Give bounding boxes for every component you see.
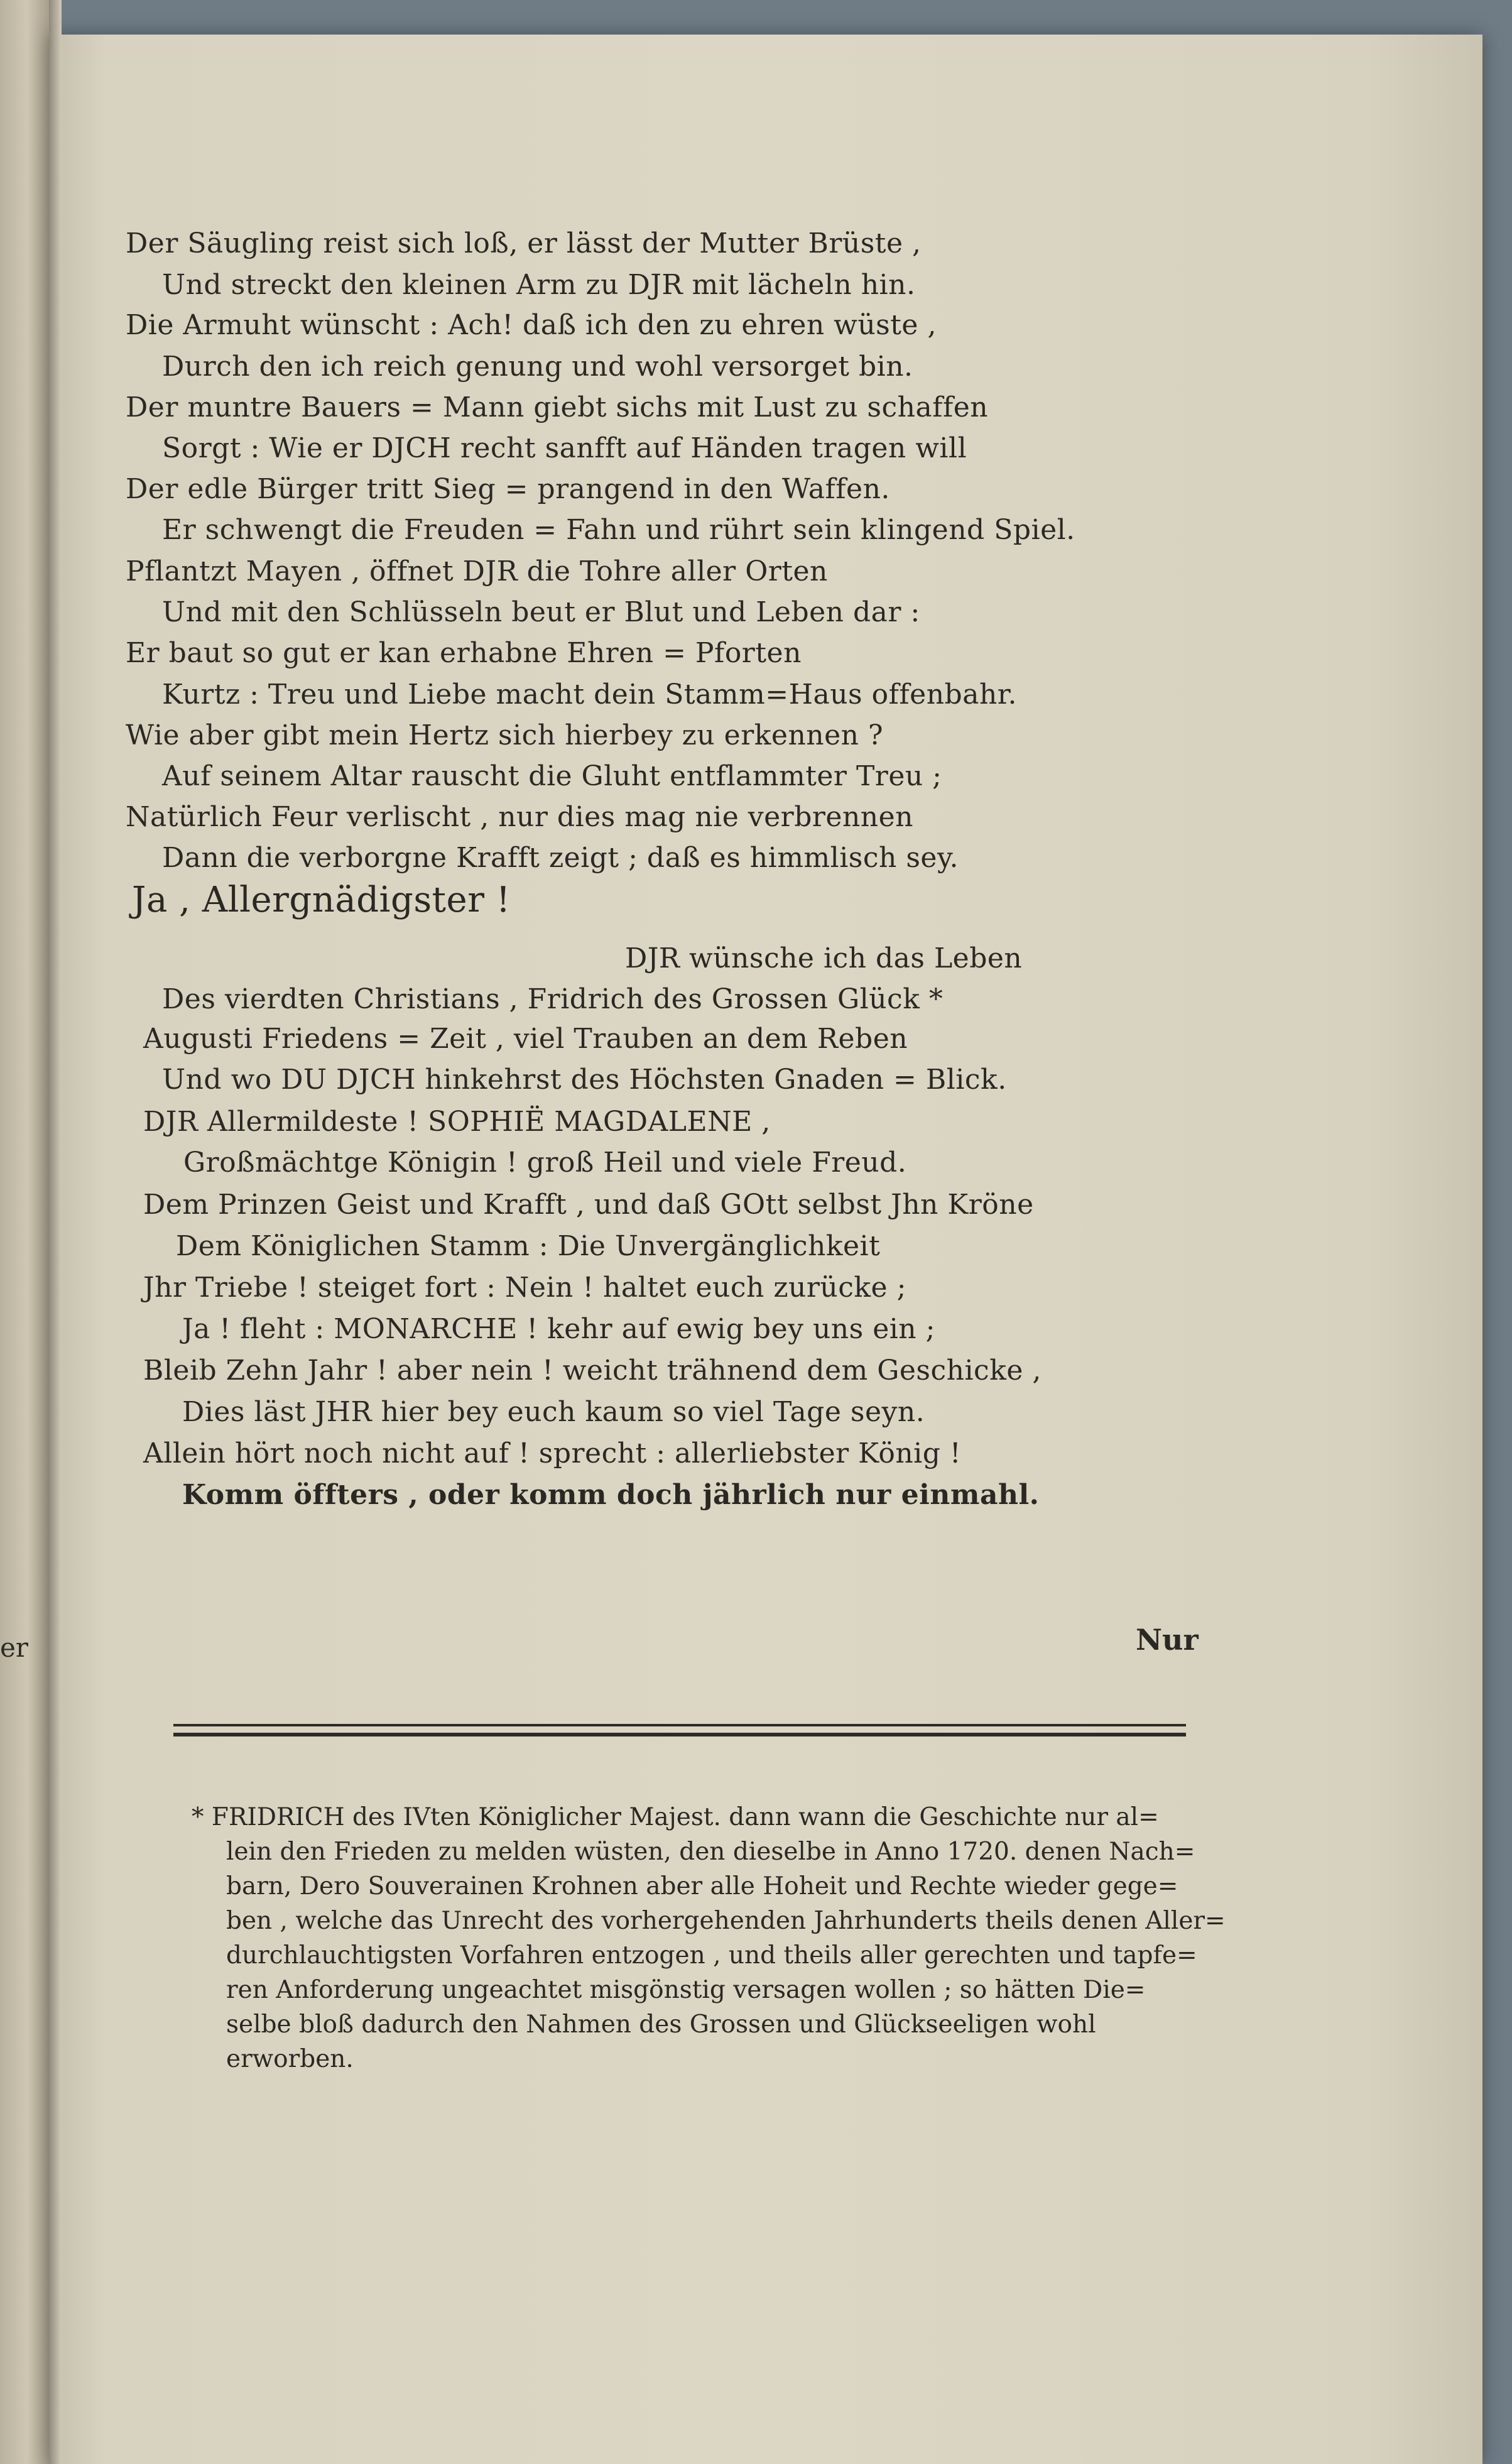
footnote-line: * FRIDRICH des IVten Königlicher Majest. dann wann die Geschichte nur al= [192, 1803, 1159, 1831]
footnote-line: selbe bloß dadurch den Nahmen des Grossen und Glückseeligen wohl [226, 2010, 1096, 2039]
poem-line: Der edle Bürger tritt Sieg = prangend in den Waffen. [126, 473, 890, 505]
poem-line: Ja ! fleht : MONARCHE ! kehr auf ewig bey uns ein ; [182, 1313, 935, 1345]
poem-line: Der muntre Bauers = Mann giebt sichs mit Lust zu schaffen [126, 391, 989, 423]
poem-line: Komm öffters , oder komm doch jährlich nur einmahl. [182, 1479, 1040, 1511]
poem-line: Dies läst JHR hier bey euch kaum so viel Tage seyn. [182, 1396, 925, 1428]
poem-line: Auf seinem Altar rauscht die Gluht entflammter Treu ; [162, 760, 942, 792]
footnote-line: lein den Frieden zu melden wüsten, den dieselbe in Anno 1720. denen Nach= [226, 1838, 1195, 1866]
poem-line: Und streckt den kleinen Arm zu DJR mit lächeln hin. [162, 269, 916, 301]
poem-line: Ja , Allergnädigster ! [132, 880, 511, 920]
poem-line: Und wo DU DJCH hinkehrst des Höchsten Gnaden = Blick. [162, 1064, 1007, 1096]
footnote-line: erworben. [226, 2045, 354, 2073]
poem-line: Pflantzt Mayen , öffnet DJR die Tohre aller Orten [126, 555, 828, 587]
poem-line: Wie aber gibt mein Hertz sich hierbey zu erkennen ? [126, 719, 884, 751]
poem-line: Dem Königlichen Stamm : Die Unvergänglichkeit [176, 1230, 881, 1262]
poem-line: Augusti Friedens = Zeit , viel Trauben an dem Reben [143, 1023, 908, 1055]
page-gutter [49, 0, 62, 2464]
left-page-fragment: er [0, 1632, 28, 1663]
poem-line: DJR Allermildeste ! SOPHIË MAGDALENE , [143, 1106, 771, 1138]
footnote-rule-top [173, 1724, 1186, 1726]
poem-line: Dann die verborgne Krafft zeigt ; daß es himmlisch sey. [162, 842, 959, 874]
catchword: Nur [1136, 1623, 1199, 1657]
poem-line: Und mit den Schlüsseln beut er Blut und Leben dar : [162, 596, 920, 628]
poem-line: Er schwengt die Freuden = Fahn und rührt sein klingend Spiel. [162, 514, 1075, 546]
poem-line: Natürlich Feur verlischt , nur dies mag nie verbrennen [126, 801, 913, 833]
poem-line: Die Armuht wünscht : Ach! daß ich den zu ehren wüste , [126, 309, 937, 341]
poem-line: Kurtz : Treu und Liebe macht dein Stamm=Haus offenbahr. [162, 679, 1017, 711]
footnote-line: ren Anforderung ungeachtet misgönstig versagen wollen ; so hätten Die= [226, 1976, 1146, 2004]
poem-line: Jhr Triebe ! steiget fort : Nein ! haltet euch zurücke ; [143, 1272, 906, 1304]
poem-line: DJR wünsche ich das Leben [625, 942, 1023, 974]
poem-line: Dem Prinzen Geist und Krafft , und daß GOtt selbst Jhn Kröne [143, 1189, 1034, 1221]
poem-line: Durch den ich reich genung und wohl versorget bin. [162, 351, 913, 383]
poem-line: Großmächtge Königin ! groß Heil und viele Freud. [183, 1147, 907, 1179]
footnote-line: ben , welche das Unrecht des vorhergehenden Jahrhunderts theils denen Aller= [226, 1907, 1226, 1935]
footnote-line: durchlauchtigsten Vorfahren entzogen , und theils aller gerechten und tapfe= [226, 1941, 1197, 1970]
footnote-line: barn, Dero Souverainen Krohnen aber alle Hoheit und Rechte wieder gege= [226, 1872, 1178, 1900]
poem-line: Sorgt : Wie er DJCH recht sanfft auf Händen tragen will [162, 432, 967, 464]
poem-line: Des vierdten Christians , Fridrich des Grossen Glück * [162, 983, 944, 1015]
poem-line: Allein hört noch nicht auf ! sprecht : allerliebster König ! [143, 1437, 962, 1469]
footnote-rule-bottom [173, 1733, 1186, 1736]
left-page-edge [0, 0, 49, 2464]
poem-line: Der Säugling reist sich loß, er lässt der Mutter Brüste , [126, 227, 922, 259]
poem-line: Bleib Zehn Jahr ! aber nein ! weicht trähnend dem Geschicke , [143, 1355, 1042, 1387]
poem-line: Er baut so gut er kan erhabne Ehren = Pforten [126, 637, 802, 669]
